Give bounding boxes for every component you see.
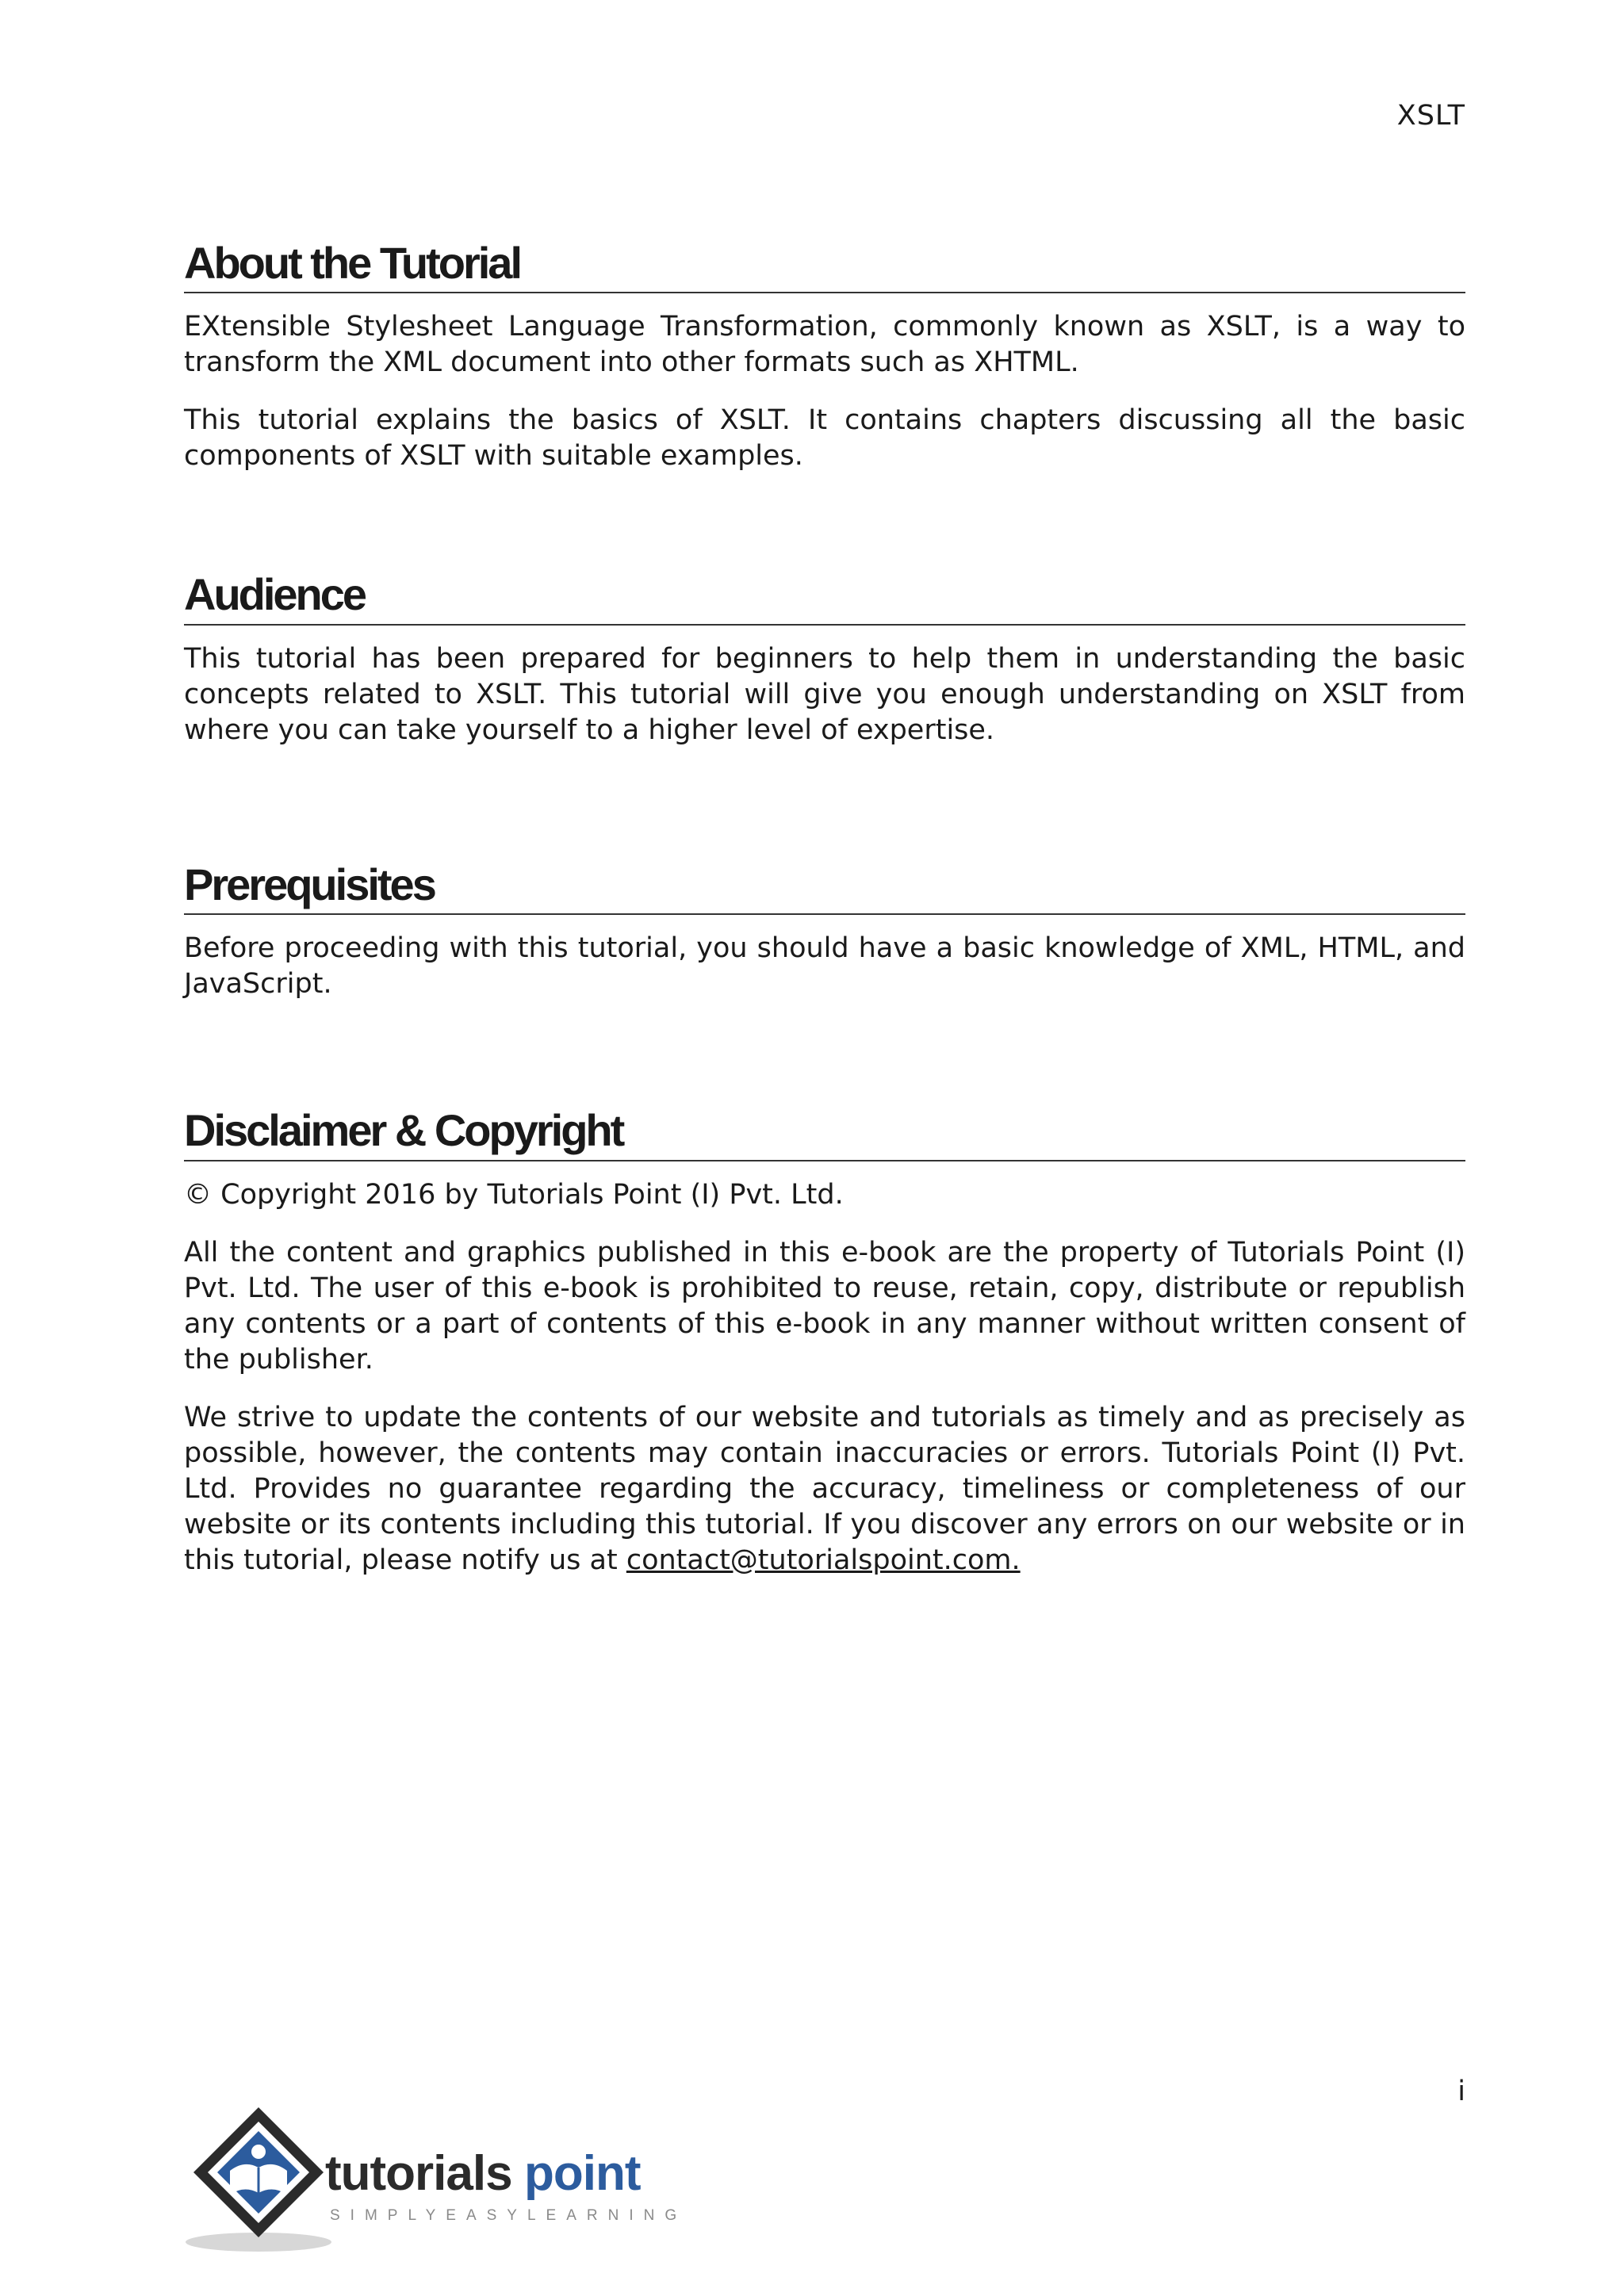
disclaimer-paragraph-1: All the content and graphics published in this e-book are the property of Tutorials Point (I) Pvt. Ltd. The user of this e-book is prohibited to reuse, retain, copy, distribute or republish any contents or a part of contents of this e-book in any manner without written consent of the publisher. [184,1236,1465,1376]
copyright-line: © Copyright 2016 by Tutorials Point (I) Pvt. Ltd. [184,1178,844,1211]
section-title-about: About the Tutorial [184,238,1465,293]
disclaimer-paragraph-2-text: We strive to update the contents of our website and tutorials as timely and as precisely as possible, however, the contents may contain inaccuracies or errors. Tutorials Point (I) Pvt. Ltd. Provides no guarantee regarding the accuracy, timeliness or completeness of our website or its contents including this tutorial. If you discover any errors on our website or in this tutorial, please notify us at [184,1401,1465,1576]
logo-word-tutorials: tutorials [325,2146,512,2201]
section-prerequisites [184,859,1465,1002]
section-about [184,238,1465,474]
diamond-book-icon [193,2107,324,2237]
tutorialspoint-logo [179,2101,687,2260]
prerequisites-paragraph-1: Before proceeding with this tutorial, you should have a basic knowledge of XML, HTML, and JavaScript. [184,932,1465,1001]
audience-paragraph-1: This tutorial has been prepared for beginners to help them in understanding the basic concepts related to XSLT. This tutorial will give you enough understanding on XSLT from where you can take yourself to a higher level of expertise. [184,642,1465,746]
section-disclaimer [184,1105,1465,1578]
section-title-disclaimer: Disclaimer & Copyright [184,1105,1465,1161]
section-title-audience: Audience [184,569,1465,625]
about-paragraph-1: EXtensible Stylesheet Language Transformation, commonly known as XSLT, is a way to transform the XML document into other formats such as XHTML. [184,311,1465,379]
contact-email-link[interactable]: contact@tutorialspoint.com. [626,1544,1021,1576]
about-paragraph-2: This tutorial explains the basics of XSLT. It contains chapters discussing all the basic components of XSLT with suitable examples. [184,404,1465,473]
disclaimer-paragraph-2 [184,1400,1465,1578]
page-number: i [1457,2076,1465,2107]
main-content [184,238,1465,1578]
header-label: XSLT [1396,100,1465,132]
section-audience [184,569,1465,748]
section-title-prerequisites: Prerequisites [184,859,1465,915]
logo-tagline: SIMPLYEASYLEARNING [330,2207,687,2224]
logo-word-point: point [524,2146,641,2201]
